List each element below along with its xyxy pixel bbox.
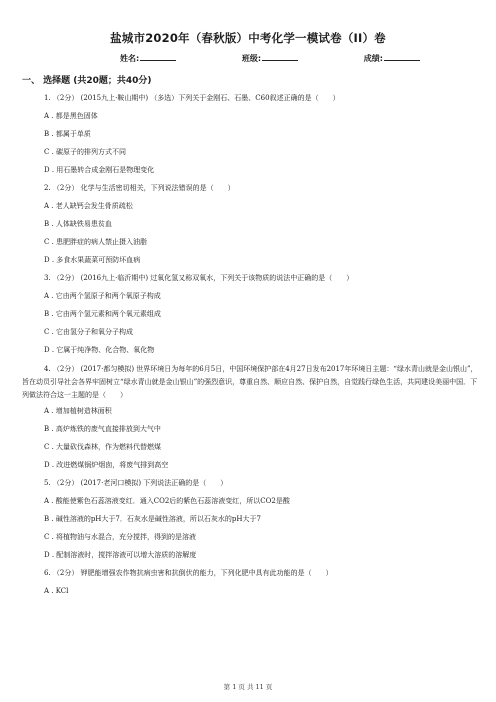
- page-footer: 第 1 页 共 11 页: [223, 683, 273, 691]
- question-2-option-c: C . 患肥胖症的病人禁止摄入油脂: [44, 237, 148, 246]
- question-4-option-b: B . 高炉炼铁的废气直接排放到大气中: [44, 425, 161, 434]
- question-2-stem: 2. （2分） 化学与生活密切相关，下列说法错误的是（ ）: [44, 183, 235, 192]
- question-3-option-b: B . 它由两个氢元素和两个氧元素组成: [44, 309, 161, 318]
- score-field: [364, 53, 420, 64]
- question-5-option-d: D . 配制溶液时，搅拌溶液可以增大溶质的溶解度: [44, 551, 197, 560]
- question-2-option-b: B . 人体缺铁易患贫血: [44, 219, 112, 228]
- question-3-option-a: A . 它由两个氢原子和两个氧原子构成: [44, 291, 161, 300]
- name-field: [120, 53, 176, 64]
- class-blank: [262, 53, 298, 61]
- question-6-option-a: A . KCl: [44, 587, 69, 596]
- student-info-row: [120, 53, 420, 64]
- question-1-stem: 1. （2分） (2015九上·鞍山期中) （多选）下列关于金刚石、石墨、C60叙述正确的是（ ）: [44, 94, 340, 102]
- section-heading: 一、 选择题 (共20题；共40分): [22, 76, 152, 86]
- question-3-stem: 3. （2分） (2016九上·临沂期中) 过氧化氢又称双氧水，下列关于该物质的说法中正确的是（ ）: [44, 273, 354, 282]
- question-3-option-c: C . 它由氢分子和氧分子构成: [44, 327, 134, 336]
- question-1-option-a: A . 都是黑色固体: [44, 111, 98, 120]
- question-4-option-d: D . 改进燃煤锅炉烟囱，将废气排到高空: [44, 461, 169, 470]
- question-5-option-c: C . 将植物油与水混合，充分搅拌，得到的是溶液: [44, 533, 197, 542]
- question-1-option-b: B . 都属于单质: [44, 129, 91, 138]
- class-label: 班级:: [241, 54, 262, 63]
- score-blank: [384, 53, 420, 61]
- question-1-option-c: C . 碳原子的排列方式不同: [44, 147, 127, 156]
- question-2-option-d: D . 多食水果蔬菜可预防坏血病: [44, 255, 141, 264]
- question-5-option-b: B . 碱性溶液的pH大于7．石灰水是碱性溶液，所以石灰水的pH大于7: [44, 515, 261, 524]
- exam-title: 盐城市2020年（春秋版）中考化学一模试卷（II）卷: [110, 31, 386, 45]
- name-blank: [140, 53, 176, 61]
- question-list: [22, 93, 480, 604]
- question-4-stem: 4. （2分） (2017·都匀模拟) 世界环境日为每年的6月5日，中国环境保护部在4月27日发布2017年环境日主题：“绿水青山就是金山银山”，旨在动员引导社会各界牢固树立“绿水青山就是金山银山”的强烈意识，尊重自然、顺应自然、保护自然，自觉践行绿色生活，共同建设美丽中国．下列做法符合这一主题的是（ ）: [22, 364, 478, 400]
- class-field: [242, 53, 298, 64]
- question-2-option-a: A . 老人缺钙会发生骨质疏松: [44, 201, 133, 210]
- question-5-option-a: A . 酸能使紫色石蕊溶液变红．通入CO2后的紫色石蕊溶液变红，所以CO2是酸: [44, 497, 290, 506]
- name-label: 姓名:: [120, 54, 140, 63]
- question-1-option-d: D . 用石墨转合成金刚石是物理变化: [44, 165, 155, 174]
- question-4-option-c: C . 大量砍伐森林，作为燃料代替燃煤: [44, 443, 162, 452]
- question-6-stem: 6. （2分） 钾肥能增强农作物抗病虫害和抗倒伏的能力，下列化肥中具有此功能的是（ ）: [44, 569, 333, 578]
- question-4-option-a: A . 增加植树造林面积: [44, 407, 112, 416]
- question-3-option-d: D . 它属于纯净物、化合物、氧化物: [44, 345, 155, 354]
- score-label: 成绩:: [363, 54, 383, 63]
- question-5-stem: 5. （2分） (2017·老河口模拟) 下列说法正确的是（ ）: [44, 479, 228, 488]
